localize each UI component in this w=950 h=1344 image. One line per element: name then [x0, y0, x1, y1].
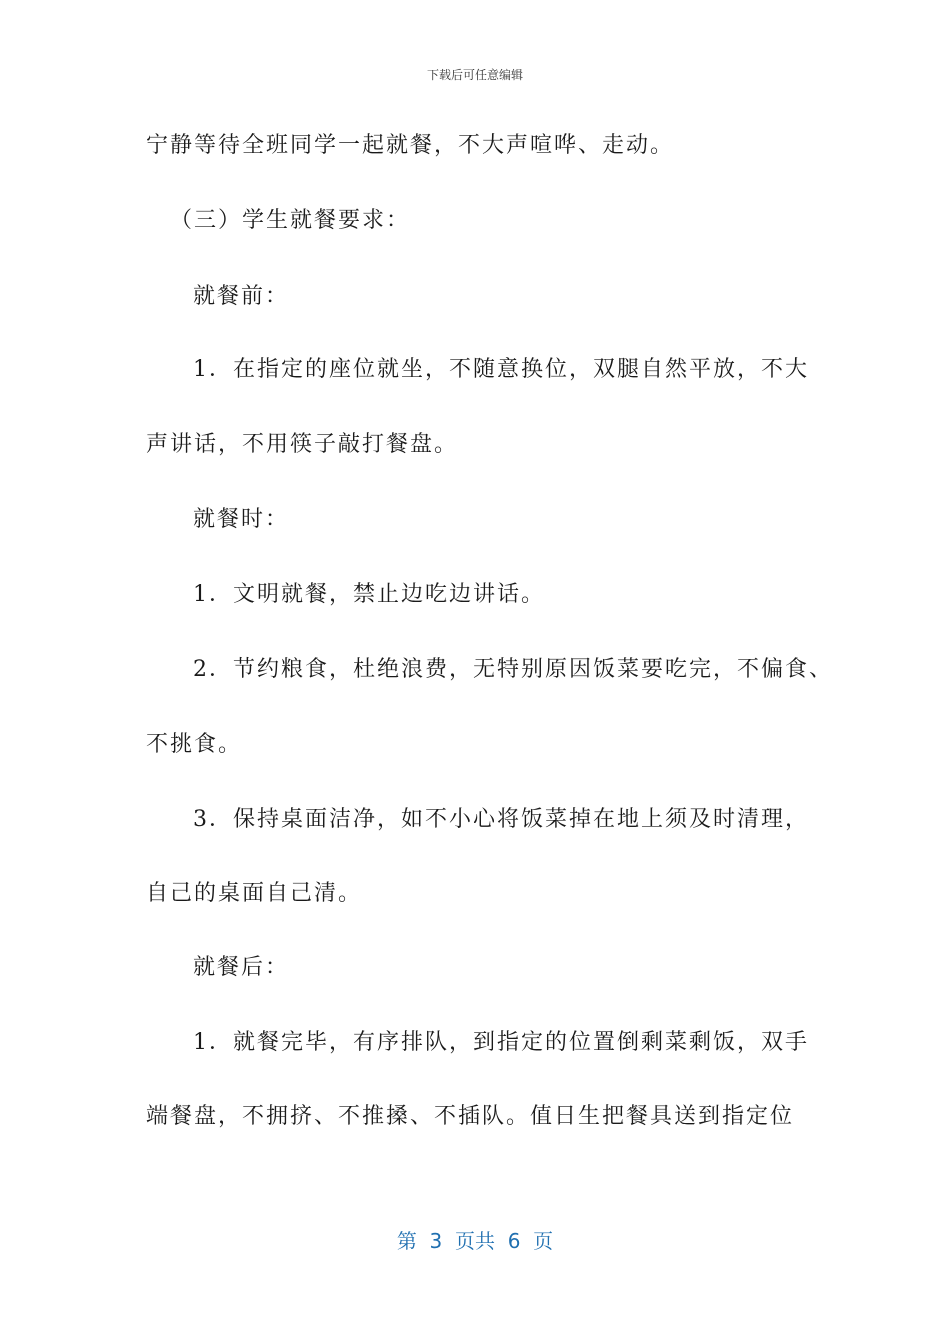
page-number: 第 3 页共 6 页: [396, 1229, 554, 1253]
paragraph-line: 自己的桌面自己清。: [146, 881, 363, 906]
page-header: 下载后可任意编辑: [426, 68, 523, 82]
paragraph-line: 1．在指定的座位就坐，不随意换位，双腿自然平放，不大: [193, 357, 809, 382]
paragraph-line: 1．就餐完毕，有序排队，到指定的位置倒剩菜剩饭，双手: [193, 1030, 809, 1055]
subheading-before-meal: 就餐前：: [193, 284, 290, 309]
paragraph-line: 宁静等待全班同学一起就餐，不大声喧哗、走动。: [146, 133, 675, 158]
paragraph-line: 端餐盘，不拥挤、不推搡、不插队。值日生把餐具送到指定位: [146, 1104, 795, 1129]
section-heading: （三）学生就餐要求：: [170, 208, 411, 233]
subheading-after-meal: 就餐后：: [193, 955, 290, 980]
subheading-during-meal: 就餐时：: [193, 507, 290, 532]
paragraph-line: 声讲话，不用筷子敲打餐盘。: [146, 432, 459, 457]
paragraph-line: 1．文明就餐，禁止边吃边讲话。: [193, 582, 545, 607]
paragraph-line: 2．节约粮食，杜绝浪费，无特别原因饭菜要吃完，不偏食、: [193, 657, 833, 682]
paragraph-line: 3．保持桌面洁净，如不小心将饭菜掉在地上须及时清理，: [193, 807, 809, 832]
paragraph-line: 不挑食。: [146, 732, 243, 757]
